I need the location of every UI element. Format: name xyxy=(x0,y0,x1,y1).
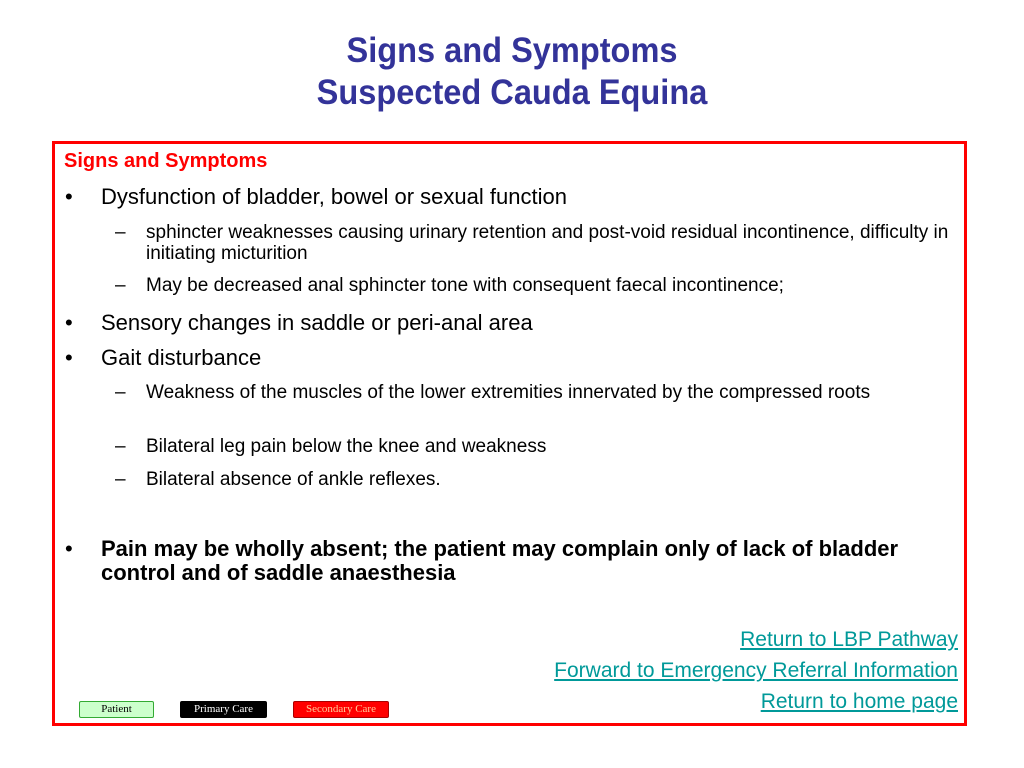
bullet-text: Sensory changes in saddle or peri-anal area xyxy=(101,310,533,335)
dash-marker: – xyxy=(115,275,126,296)
link-return-lbp-pathway[interactable]: Return to LBP Pathway xyxy=(740,628,958,651)
link-emergency-referral[interactable]: Forward to Emergency Referral Information xyxy=(554,659,958,682)
dash-marker: – xyxy=(115,436,126,457)
sub-bullet-text: Weakness of the muscles of the lower extremities innervated by the compressed roots xyxy=(146,382,871,403)
bullet-marker: • xyxy=(65,536,73,561)
primary-care-button[interactable]: Primary Care xyxy=(180,701,267,718)
bullet-marker: • xyxy=(65,310,73,335)
dash-marker: – xyxy=(115,469,126,490)
dash-marker: – xyxy=(115,222,126,243)
bullet-text: Gait disturbance xyxy=(101,345,262,370)
slide-title xyxy=(36,30,988,114)
content-box xyxy=(52,141,967,726)
bullet-text: Dysfunction of bladder, bowel or sexual function xyxy=(101,184,567,209)
title-line-1: Signs and Symptoms xyxy=(346,31,678,70)
sub-bullet-text: Bilateral leg pain below the knee and weakness xyxy=(146,436,547,457)
bullet-marker: • xyxy=(65,345,73,370)
dash-marker: – xyxy=(115,382,126,403)
bullet-text: Pain may be wholly absent; the patient may complain only of lack of bladder control and of saddle anaesthesia xyxy=(101,536,899,585)
patient-button[interactable]: Patient xyxy=(79,701,154,718)
sub-bullet-text: sphincter weaknesses causing urinary retention and post-void residual incontinence, difficulty in initiating micturition xyxy=(146,222,949,264)
secondary-care-button[interactable]: Secondary Care xyxy=(293,701,389,718)
title-line-2: Suspected Cauda Equina xyxy=(316,73,708,112)
bullet-marker: • xyxy=(65,184,73,209)
link-return-home[interactable]: Return to home page xyxy=(760,690,958,713)
section-heading: Signs and Symptoms xyxy=(64,150,268,172)
sub-bullet-text: Bilateral absence of ankle reflexes. xyxy=(146,469,441,490)
sub-bullet-text: May be decreased anal sphincter tone with consequent faecal incontinence; xyxy=(146,275,784,296)
